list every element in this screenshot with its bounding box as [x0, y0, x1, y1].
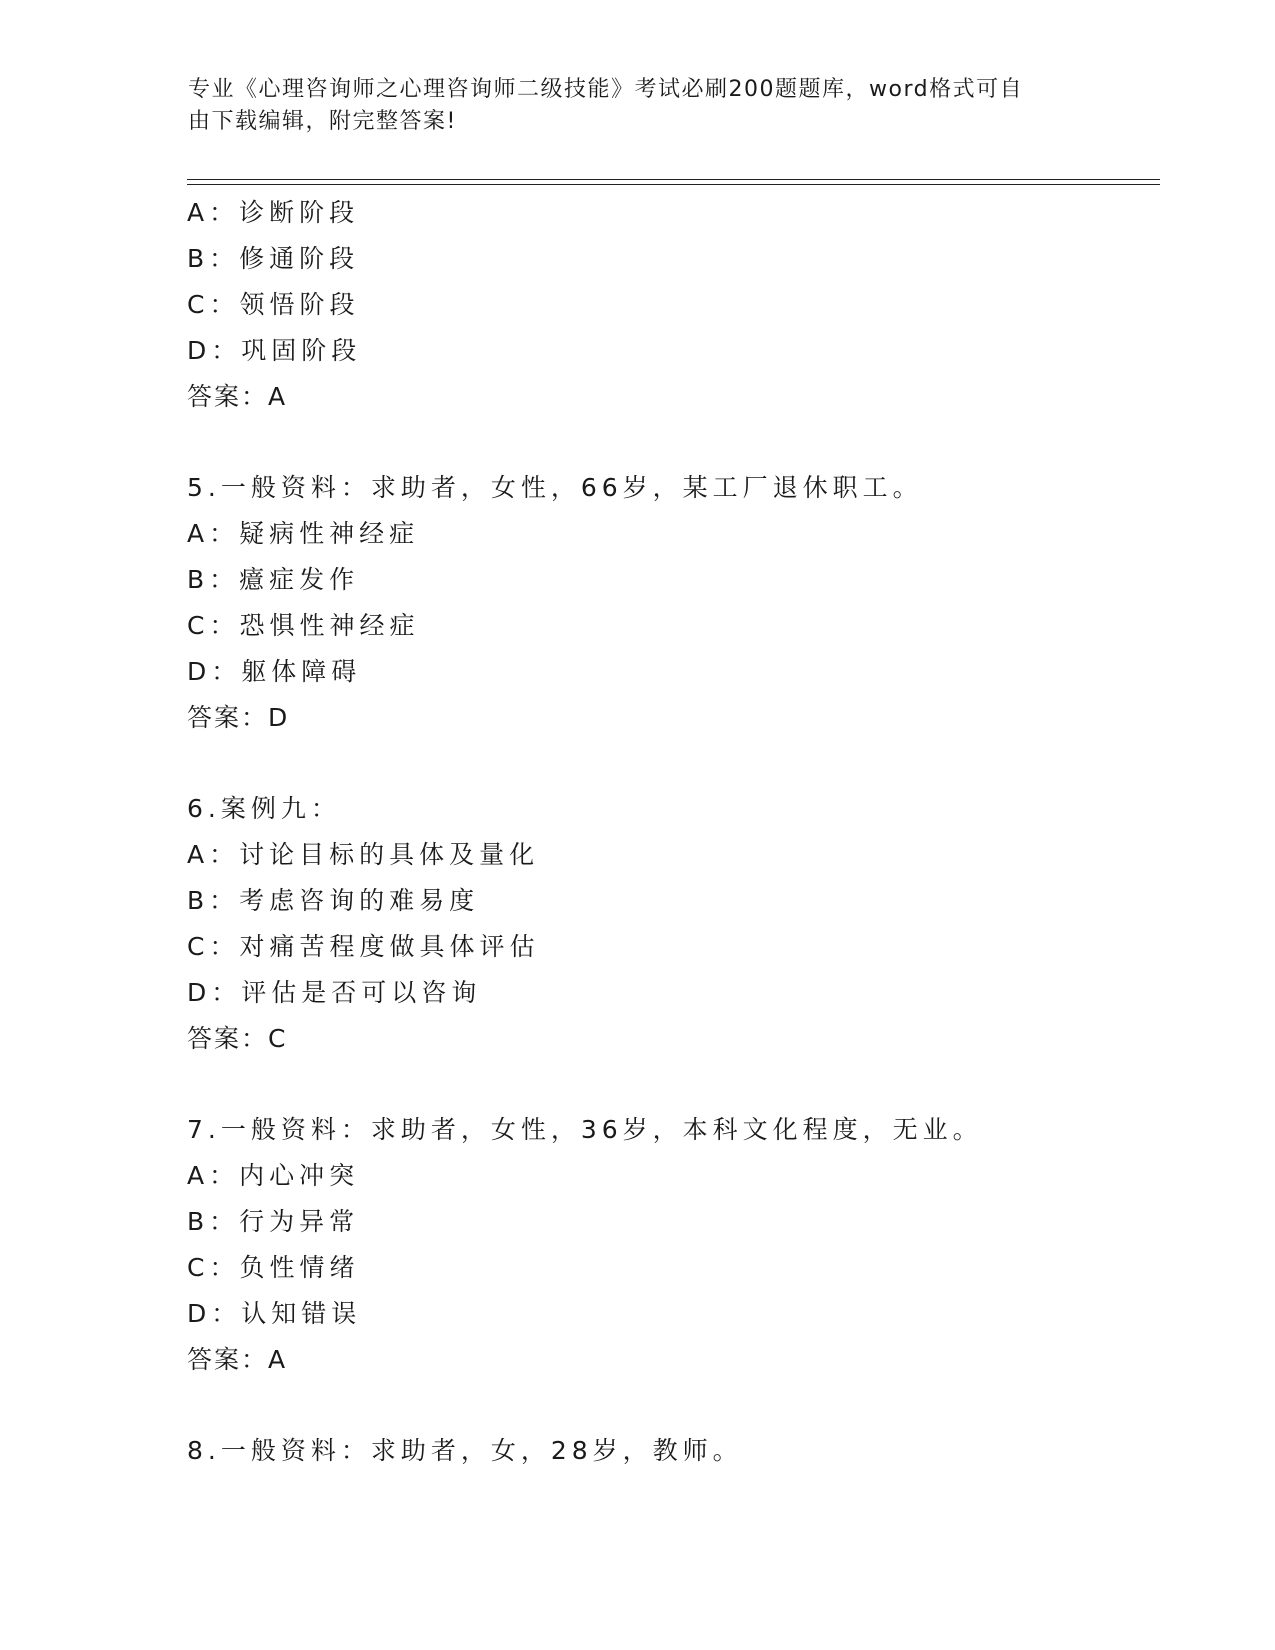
option-a: A：诊断阶段	[187, 198, 360, 227]
question-text: 7.一般资料：求助者，女性，36岁，本科文化程度，无业。	[187, 1115, 983, 1144]
question-text: 6.案例九：	[187, 794, 341, 823]
answer-line: 答案：C	[187, 1024, 288, 1053]
header-line-2: 由下载编辑，附完整答案!	[188, 109, 457, 134]
header-divider-bottom	[187, 184, 1160, 185]
option-d: D：认知错误	[187, 1299, 362, 1328]
option-c: C：领悟阶段	[187, 290, 360, 319]
option-c: C：对痛苦程度做具体评估	[187, 932, 540, 961]
option-a: A：讨论目标的具体及量化	[187, 840, 540, 869]
document-header	[188, 74, 1088, 138]
option-b: B：行为异常	[187, 1207, 360, 1236]
block-spacer	[187, 741, 1167, 786]
question-text: 8.一般资料：求助者，女，28岁，教师。	[187, 1436, 743, 1465]
question-block	[187, 1107, 1167, 1383]
block-spacer	[187, 1383, 1167, 1428]
option-b: B：考虑咨询的难易度	[187, 886, 480, 915]
option-d: D：躯体障碍	[187, 657, 362, 686]
question-text: 5.一般资料：求助者，女性，66岁，某工厂退休职工。	[187, 473, 923, 502]
question-block	[187, 465, 1167, 741]
question-block	[187, 1428, 1167, 1474]
block-spacer	[187, 1062, 1167, 1107]
answer-line: 答案：A	[187, 1345, 288, 1374]
option-d: D：评估是否可以咨询	[187, 978, 482, 1007]
option-d: D：巩固阶段	[187, 336, 362, 365]
question-block	[187, 190, 1167, 420]
header-line-1: 专业《心理咨询师之心理咨询师二级技能》考试必刷200题题库，word格式可自	[188, 77, 1024, 102]
option-b: B：修通阶段	[187, 244, 360, 273]
option-a: A：内心冲突	[187, 1161, 360, 1190]
option-c: C：负性情绪	[187, 1253, 360, 1282]
option-a: A：疑病性神经症	[187, 519, 420, 548]
header-divider-top	[187, 179, 1160, 180]
option-b: B：癔症发作	[187, 565, 360, 594]
answer-line: 答案：D	[187, 703, 290, 732]
answer-line: 答案：A	[187, 382, 288, 411]
question-block	[187, 786, 1167, 1062]
option-c: C：恐惧性神经症	[187, 611, 420, 640]
block-spacer	[187, 420, 1167, 465]
question-list	[187, 190, 1167, 1474]
